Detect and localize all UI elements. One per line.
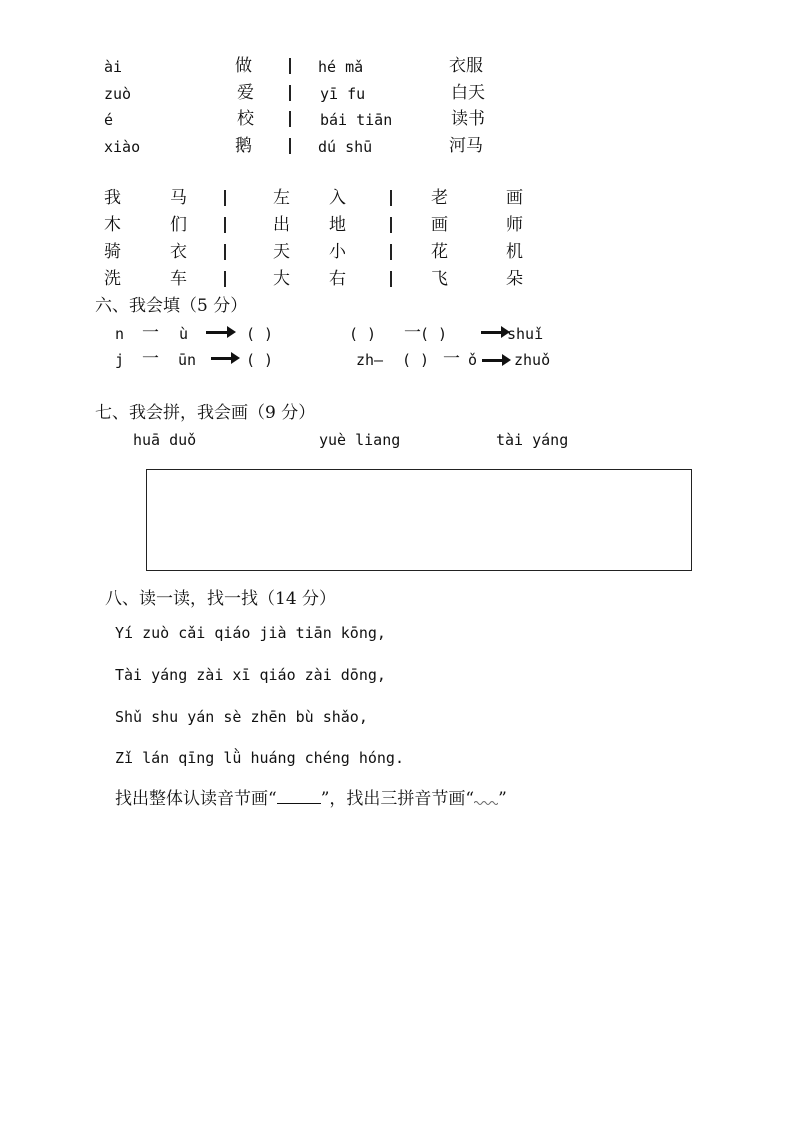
section-title: 六、我会填（5 分）	[95, 296, 248, 316]
char-cell: 师	[506, 215, 523, 235]
separator-bar	[224, 244, 226, 260]
pinyin-left-3: é	[104, 111, 114, 129]
separator-bar	[289, 85, 291, 101]
separator-bar	[390, 244, 392, 260]
pinyin-right-4: dú shū	[318, 138, 373, 156]
separator-bar	[224, 190, 226, 206]
char-cell: 画	[431, 215, 448, 235]
char-cell: 机	[506, 242, 523, 262]
char-cell: 我	[104, 188, 121, 208]
char-cell: 马	[170, 188, 187, 208]
initial-j: j	[115, 351, 125, 369]
pinyin-left-2: zuò	[104, 85, 132, 103]
hanzi-left-4: 鹅	[235, 136, 252, 156]
separator-bar	[224, 271, 226, 287]
separator-bar	[289, 111, 291, 127]
char-cell: 大	[273, 269, 290, 289]
char-cell: 花	[431, 242, 448, 262]
section-title: 八、读一读，找一找（14 分）	[105, 589, 337, 609]
answer-blank[interactable]: ( )	[246, 351, 274, 369]
arrow-right-icon	[482, 359, 504, 362]
dash: 一	[443, 349, 460, 369]
pinyin-left-4: xiào	[104, 138, 141, 156]
pinyin-right-3: bái tiān	[320, 111, 393, 129]
hanzi-right-3: 读书	[451, 109, 485, 129]
hanzi-right-1: 衣服	[449, 56, 483, 76]
wavy-line-sample	[474, 790, 498, 804]
separator-bar	[289, 58, 291, 74]
char-cell: 飞	[431, 269, 448, 289]
pinyin-word: yuè liang	[319, 431, 401, 449]
pinyin-left-1: ài	[104, 58, 123, 76]
hanzi-right-4: 河马	[449, 136, 483, 156]
drawing-box[interactable]	[146, 469, 692, 571]
final-o: ǒ	[468, 351, 478, 369]
dash: 一	[404, 323, 421, 343]
instruction-part: 找出整体认读音节画“	[115, 789, 277, 809]
initial-n: n	[115, 325, 125, 343]
char-cell: 地	[329, 215, 346, 235]
separator-bar	[289, 138, 291, 154]
char-cell: 洗	[104, 269, 121, 289]
reading-line: Shǔ shu yán sè zhēn bù shǎo,	[115, 708, 368, 726]
char-cell: 们	[170, 215, 187, 235]
dash: 一	[142, 323, 159, 343]
result-pinyin: shuǐ	[507, 325, 544, 343]
separator-bar	[224, 217, 226, 233]
hanzi-left-2: 爱	[237, 83, 254, 103]
char-cell: 车	[170, 269, 187, 289]
char-cell: 右	[329, 269, 346, 289]
arrow-right-icon	[481, 331, 503, 334]
pinyin-word: tài yáng	[496, 431, 569, 449]
answer-blank[interactable]: ( )	[402, 351, 430, 369]
char-cell: 出	[273, 215, 290, 235]
pinyin-word: huā duǒ	[133, 431, 197, 449]
instruction-part: ”，找出三拼音节画“	[320, 789, 475, 809]
separator-bar	[390, 190, 392, 206]
reading-line: Tài yáng zài xī qiáo zài dōng,	[115, 666, 386, 684]
answer-blank[interactable]: ( )	[420, 325, 448, 343]
answer-blank[interactable]: ( )	[246, 325, 274, 343]
separator-bar	[390, 271, 392, 287]
section-title: 七、我会拼，我会画（9 分）	[95, 403, 316, 423]
hanzi-left-3: 校	[237, 109, 254, 129]
dash: 一	[142, 349, 159, 369]
final-u: ù	[179, 325, 189, 343]
answer-blank[interactable]: ( )	[349, 325, 377, 343]
instruction-part: ”	[498, 789, 507, 809]
char-cell: 画	[506, 188, 523, 208]
separator-bar	[390, 217, 392, 233]
char-cell: 衣	[170, 242, 187, 262]
char-cell: 朵	[506, 269, 523, 289]
char-cell: 天	[273, 242, 290, 262]
arrow-right-icon	[206, 331, 229, 334]
underline-sample	[277, 789, 321, 804]
result-pinyin: zhuǒ	[514, 351, 551, 369]
final-un: ūn	[178, 351, 197, 369]
char-cell: 骑	[104, 242, 121, 262]
instruction-text	[115, 789, 507, 809]
arrow-right-icon	[211, 357, 233, 360]
char-cell: 左	[273, 188, 290, 208]
char-cell: 老	[431, 188, 448, 208]
hanzi-left-1: 做	[235, 56, 252, 76]
pinyin-right-1: hé mǎ	[318, 58, 364, 76]
initial-zh: zh—	[356, 351, 384, 369]
char-cell: 入	[329, 188, 346, 208]
reading-line: Yí zuò cǎi qiáo jià tiān kōng,	[115, 624, 386, 642]
reading-line: Zǐ lán qīng lǜ huáng chéng hóng.	[115, 749, 404, 767]
pinyin-right-2: yī fu	[320, 85, 366, 103]
char-cell: 木	[104, 215, 121, 235]
hanzi-right-2: 白天	[451, 83, 485, 103]
char-cell: 小	[329, 242, 346, 262]
